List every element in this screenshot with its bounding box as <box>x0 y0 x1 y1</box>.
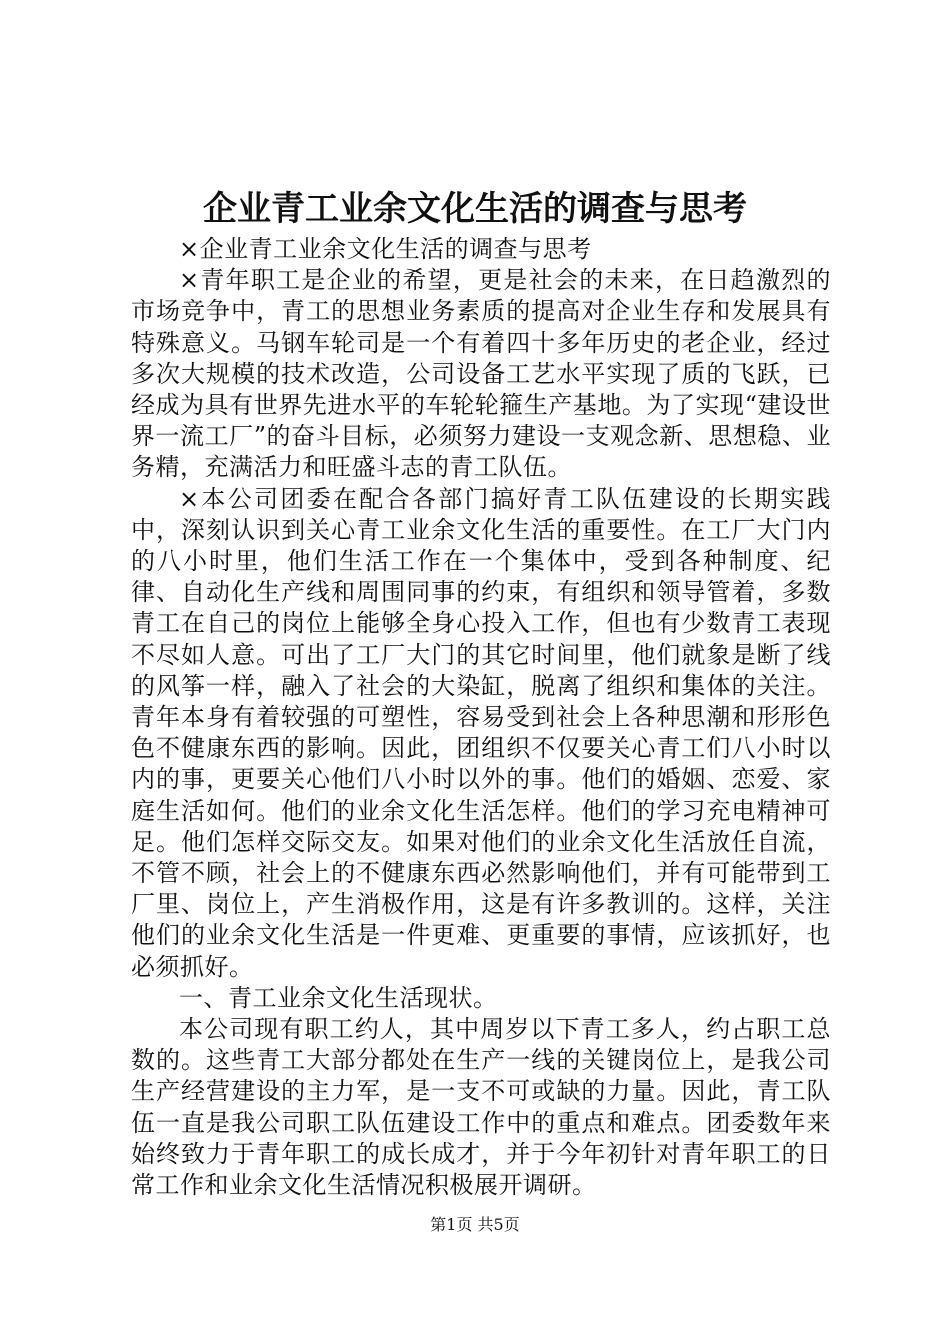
section-heading-status: 一、青工业余文化生活现状。 <box>179 983 498 1012</box>
document-title: 企业青工业余文化生活的调查与思考 <box>203 189 747 229</box>
document-body <box>131 234 831 1201</box>
paragraph-heading-repeat: ×企业青工业余文化生活的调查与思考 <box>179 235 592 263</box>
paragraph-status: 本公司现有职工约人，其中周岁以下青工多人，约占职工总数的。这些青工大部分都处在生产一线的关键岗位上，是我公司生产经营建设的主力军，是一支不可或缺的力量。因此，青工队伍一直是我公司职工队伍建设工作中的重点和难点。团委数年来始终致力于青年职工的成长成才，并于今年初针对青年职工的日常工作和业余文化生活情况积极展开调研。 <box>131 1015 831 1200</box>
page-footer: 第1页 共5页 <box>430 1215 520 1234</box>
paragraph-intro: ×青年职工是企业的希望，更是社会的未来，在日趋激烈的市场竞争中，青工的思想业务素质的提高对企业生存和发展具有特殊意义。马钢车轮司是一个有着四十多年历史的老企业，经过多次大规模的技术改造，公司设备工艺水平实现了质的飞跃，已经成为具有世界先进水平的车轮轮箍生产基地。为了实现“建设世界一流工厂”的奋斗目标，必须努力建设一支观念新、思想稳、业务精，充满活力和旺盛斗志的青工队伍。 <box>131 266 831 482</box>
paragraph-league-practice: ×本公司团委在配合各部门搞好青工队伍建设的长期实践中，深刻认识到关心青工业余文化生活的重要性。在工厂大门内的八小时里，他们生活工作在一个集体中，受到各种制度、纪律、自动化生产线和周围同事的约束，有组织和领导管着，多数青工在自己的岗位上能够全身心投入工作，但也有少数青工表现不尽如人意。可出了工厂大门的其它时间里，他们就象是断了线的风筝一样，融入了社会的大染缸，脱离了组织和集体的关注。青年本身有着较强的可塑性，容易受到社会上各种思潮和形形色色不健康东西的影响。因此，团组织不仅要关心青工们八小时以内的事，更要关心他们八小时以外的事。他们的婚姻、恋爱、家庭生活如何。他们的业余文化生活怎样。他们的学习充电精神可足。他们怎样交际交友。如果对他们的业余文化生活放任自流，不管不顾，社会上的不健康东西必然影响他们，并有可能带到工厂里、岗位上，产生消极作用，这是有许多教训的。这样，关注他们的业余文化生活是一件更难、更重要的事情，应该抓好，也必须抓好。 <box>131 484 831 981</box>
